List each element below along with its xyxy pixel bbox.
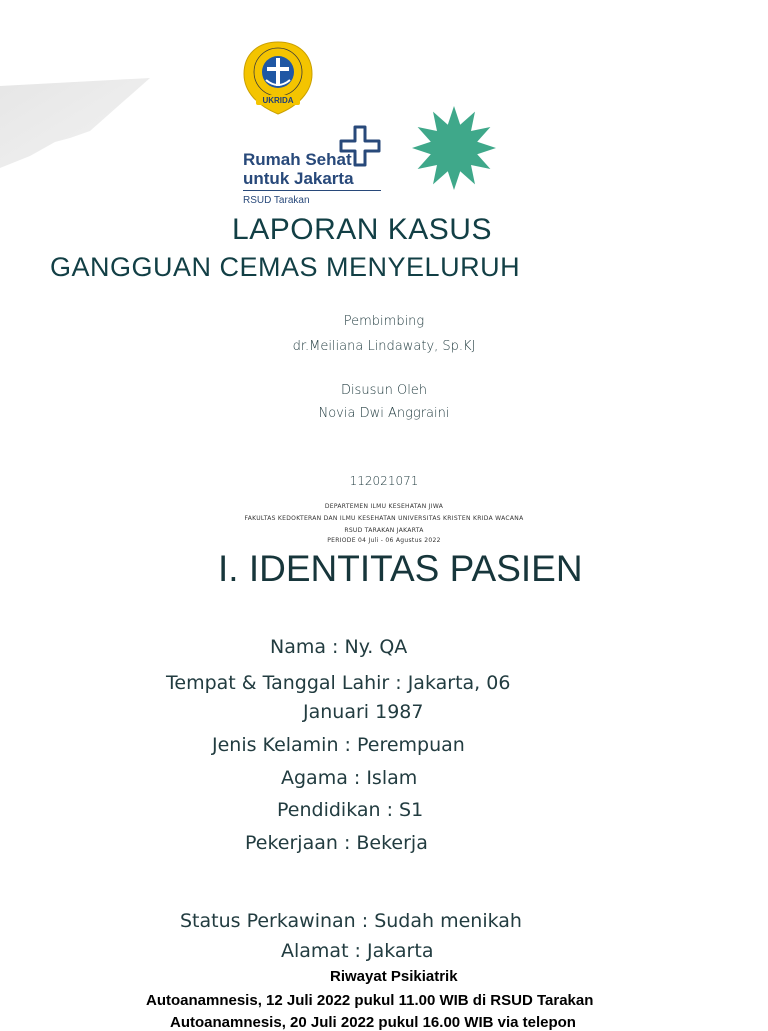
identity-alamat: Alamat : Jakarta [281,940,434,962]
rs-logo-sub: RSUD Tarakan [243,195,310,206]
identity-pendidikan: Pendidikan : S1 [277,799,424,821]
star-emblem-icon [410,100,498,196]
section-heading: I. IDENTITAS PASIEN [218,548,583,589]
rs-logo-line1: Rumah Sehat [243,150,352,169]
report-title-line2: GANGGUAN CEMAS MENYELURUH [50,252,521,282]
identity-nama: Nama : Ny. QA [270,636,408,658]
institution-line1: DEPARTEMEN ILMU KESEHATAN JIWA [324,503,444,510]
ukrida-logo [240,40,316,116]
author-name: Novia Dwi Anggraini [318,406,450,421]
report-title-line1: LAPORAN KASUS [232,213,492,246]
identity-jenis-kelamin: Jenis Kelamin : Perempuan [212,734,465,756]
institution-line2: FAKULTAS KEDOKTERAN DAN ILMU KESEHATAN UNIVERSITAS KRISTEN KRIDA WACANA [244,515,524,522]
author-label: Disusun Oleh [340,383,428,398]
identity-pekerjaan: Pekerjaan : Bekerja [245,832,428,854]
identity-ttl-line2: Januari 1987 [303,701,424,723]
supervisor-label: Pembimbing [343,314,425,329]
rs-logo-line2: untuk Jakarta [243,169,354,188]
ukrida-label: UKRIDA [262,96,294,105]
author-nim: 112021071 [349,474,419,488]
identity-agama: Agama : Islam [281,767,418,789]
supervisor-name: dr.Meiliana Lindawaty, Sp.KJ [292,339,476,354]
identity-status-perkawinan: Status Perkawinan : Sudah menikah [180,910,522,932]
history-line1: Autoanamnesis, 12 Juli 2022 pukul 11.00 WIB di RSUD Tarakan [146,992,594,1009]
identity-ttl-line1: Tempat & Tanggal Lahir : Jakarta, 06 [166,672,511,694]
institution-period: PERIODE 04 Juli - 06 Agustus 2022 [327,537,441,544]
rs-logo-text [243,150,354,188]
history-line2: Autoanamnesis, 20 Juli 2022 pukul 16.00 WIB via telepon [170,1014,576,1031]
institution-line3: RSUD TARAKAN JAKARTA [344,527,424,534]
paper-scrap-decoration [0,76,160,176]
rs-logo-divider [243,190,381,191]
history-title: Riwayat Psikiatrik [330,968,458,985]
